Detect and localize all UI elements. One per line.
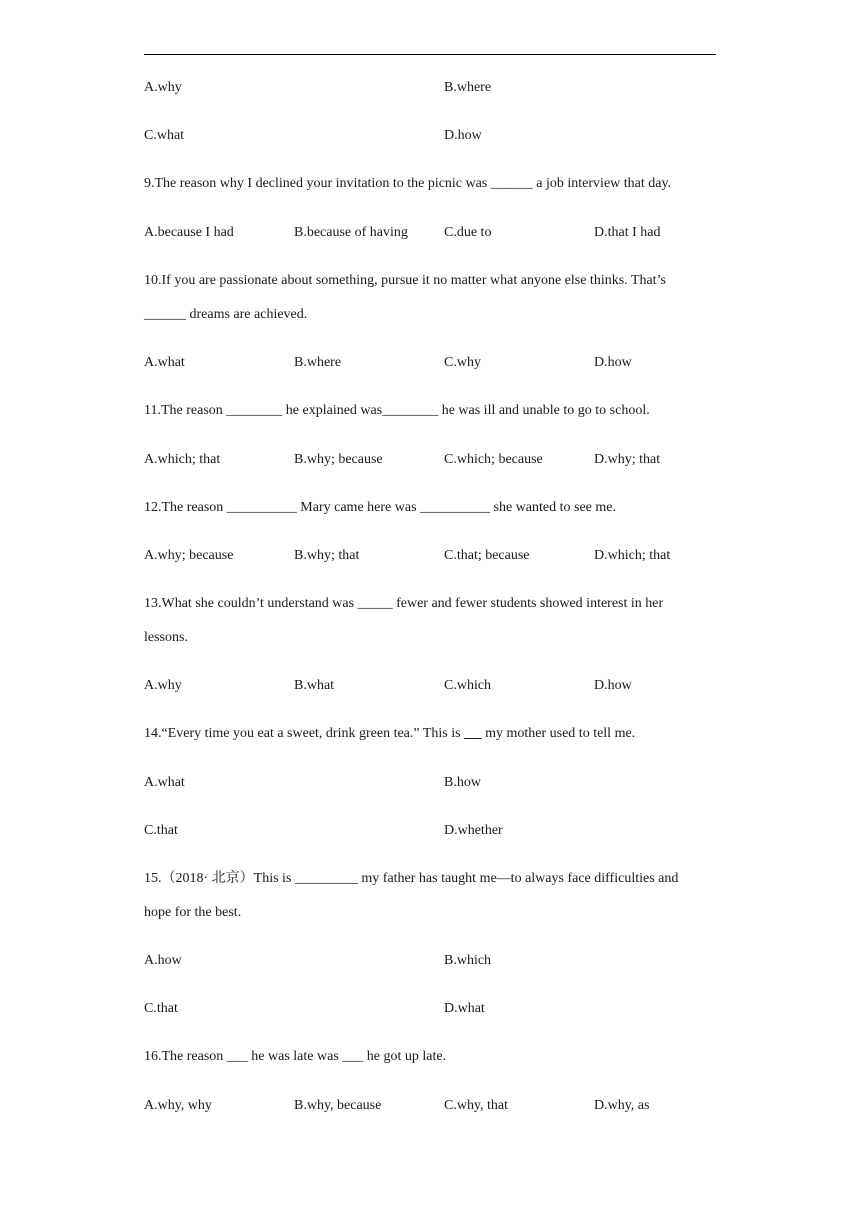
- stem-text-before: 14.“Every time you eat a sweet, drink green tea.” This is: [144, 726, 465, 741]
- question-stem-line-2: lessons.: [144, 630, 188, 645]
- option-c: C.why: [444, 355, 481, 370]
- option-a: A.because I had: [144, 225, 234, 240]
- question-stem-line-1: 10.If you are passionate about something, pursue it no matter what anyone else thinks. That’s: [144, 273, 666, 288]
- option-d: D.which; that: [594, 548, 671, 563]
- option-a: A.why; because: [144, 548, 234, 563]
- question-stem: 9.The reason why I declined your invitation to the picnic was ______ a job interview that day.: [144, 176, 672, 191]
- option-b: B.what: [294, 678, 335, 693]
- option-c: C.which: [444, 678, 492, 693]
- option-a: A.how: [144, 953, 182, 968]
- option-d: D.why, as: [594, 1098, 650, 1113]
- answer-blank: [464, 726, 482, 741]
- option-a: A.why, why: [144, 1098, 212, 1113]
- question-stem-line-1: 13.What she couldn’t understand was _____ fewer and fewer students showed interest in her: [144, 596, 664, 611]
- question-stem-line-1: 15.（2018· 北京）This is _________ my father has taught me—to always face difficulties and: [144, 871, 679, 886]
- option-d: D.why; that: [594, 452, 661, 467]
- question-stem-line-2: hope for the best.: [144, 905, 242, 920]
- option-c: C.why, that: [444, 1098, 509, 1113]
- question-stem-line-2: ______ dreams are achieved.: [144, 307, 308, 322]
- question-stem: [144, 725, 724, 743]
- option-a: A.why: [144, 80, 182, 95]
- option-b: B.why; that: [294, 548, 360, 563]
- option-a: A.why: [144, 678, 182, 693]
- option-a: A.which; that: [144, 452, 221, 467]
- option-d: D.how: [594, 678, 632, 693]
- option-c: C.that: [144, 823, 178, 838]
- option-a: A.what: [144, 775, 185, 790]
- option-a: A.what: [144, 355, 185, 370]
- option-b: B.why; because: [294, 452, 383, 467]
- option-d: D.that I had: [594, 225, 661, 240]
- option-c: C.which; because: [444, 452, 543, 467]
- question-stem: 11.The reason ________ he explained was________ he was ill and unable to go to school.: [144, 403, 650, 418]
- option-b: B.where: [444, 80, 492, 95]
- option-d: D.what: [444, 1001, 485, 1016]
- option-c: C.what: [144, 128, 185, 143]
- option-d: D.whether: [444, 823, 503, 838]
- option-b: B.why, because: [294, 1098, 382, 1113]
- option-c: C.that; because: [444, 548, 530, 563]
- header-rule: [144, 54, 716, 55]
- option-b: B.because of having: [294, 225, 408, 240]
- option-c: C.that: [144, 1001, 178, 1016]
- option-c: C.due to: [444, 225, 492, 240]
- option-d: D.how: [444, 128, 482, 143]
- question-stem: 16.The reason ___ he was late was ___ he got up late.: [144, 1049, 447, 1064]
- option-b: B.where: [294, 355, 342, 370]
- question-stem: 12.The reason __________ Mary came here was __________ she wanted to see me.: [144, 500, 616, 515]
- option-d: D.how: [594, 355, 632, 370]
- option-b: B.which: [444, 953, 492, 968]
- stem-text-after: my mother used to tell me.: [481, 726, 636, 741]
- option-b: B.how: [444, 775, 481, 790]
